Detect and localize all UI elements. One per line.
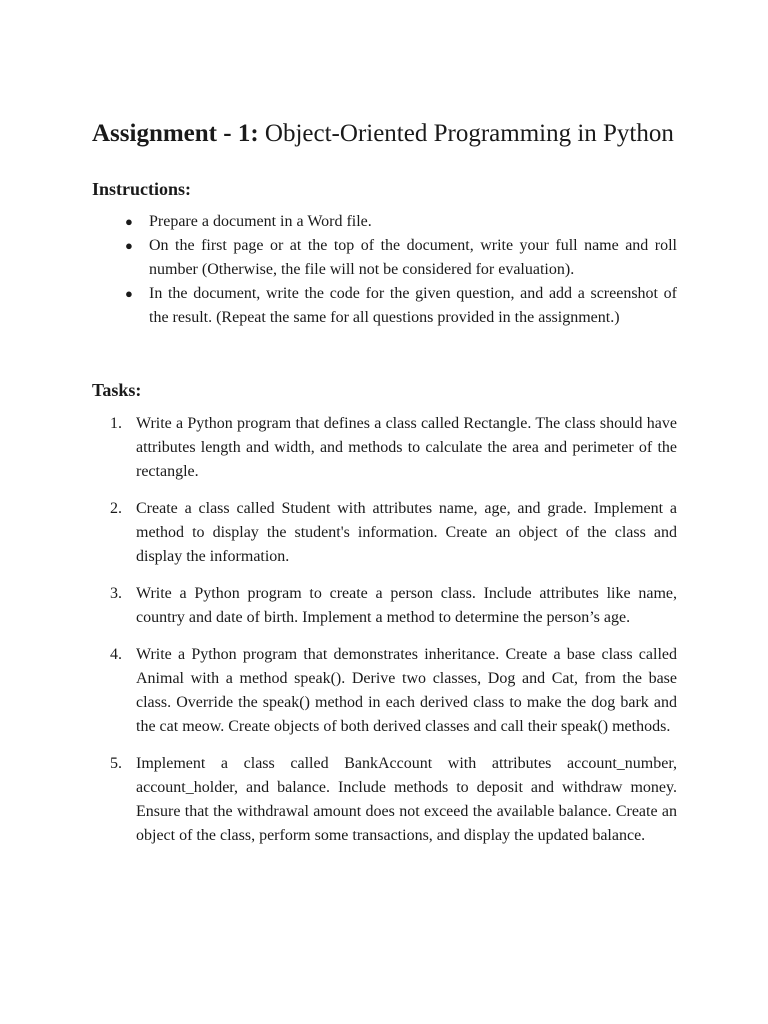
instruction-text: On the first page or at the top of the document, write your full name and roll number (Otherwise, the file will not be considered for evaluation). bbox=[149, 237, 677, 278]
instructions-list bbox=[125, 210, 677, 330]
tasks-list bbox=[110, 412, 677, 861]
instruction-item bbox=[125, 282, 677, 330]
task-number: 3. bbox=[110, 585, 122, 602]
task-text: Write a Python program to create a person class. Include attributes like name, country and date of birth. Implement a method to determine the person’s age. bbox=[136, 585, 677, 626]
page-title bbox=[92, 118, 674, 150]
bullet-icon: ● bbox=[125, 238, 133, 253]
task-text: Write a Python program that demonstrates inheritance. Create a base class called Animal with a method speak(). Derive two classes, Dog and Cat, from the base class. Override the speak() method in each derived class to make the dog bark and the cat meow. Create objects of both derived classes and call their speak() methods. bbox=[136, 646, 677, 735]
instruction-item bbox=[125, 234, 677, 282]
task-number: 4. bbox=[110, 646, 122, 663]
task-item bbox=[110, 582, 677, 630]
title-bold-part: Assignment - 1: bbox=[92, 120, 259, 147]
instruction-text: In the document, write the code for the given question, and add a screenshot of the result. (Repeat the same for all questions provided in the assignment.) bbox=[149, 285, 677, 326]
instruction-text: Prepare a document in a Word file. bbox=[149, 213, 372, 230]
title-rest: Object-Oriented Programming in Python bbox=[258, 120, 674, 147]
bullet-icon: ● bbox=[125, 214, 133, 229]
instruction-item bbox=[125, 210, 677, 234]
task-text: Write a Python program that defines a class called Rectangle. The class should have attributes length and width, and methods to calculate the area and perimeter of the rectangle. bbox=[136, 415, 677, 480]
task-number: 1. bbox=[110, 415, 122, 432]
task-number: 2. bbox=[110, 500, 122, 517]
tasks-heading: Tasks: bbox=[92, 380, 142, 400]
task-text: Implement a class called BankAccount with attributes account_number, account_holder, and balance. Include methods to deposit and withdraw money. Ensure that the withdrawal amount does not exceed the available balance. Create an object of the class, perform some transactions, and display the updated balance. bbox=[136, 755, 677, 844]
bullet-icon: ● bbox=[125, 286, 133, 301]
task-item bbox=[110, 643, 677, 739]
task-item bbox=[110, 752, 677, 848]
task-item bbox=[110, 497, 677, 569]
task-number: 5. bbox=[110, 755, 122, 772]
task-text: Create a class called Student with attributes name, age, and grade. Implement a method to display the student's information. Create an object of the class and display the information. bbox=[136, 500, 677, 565]
task-item bbox=[110, 412, 677, 484]
instructions-heading: Instructions: bbox=[92, 179, 192, 199]
